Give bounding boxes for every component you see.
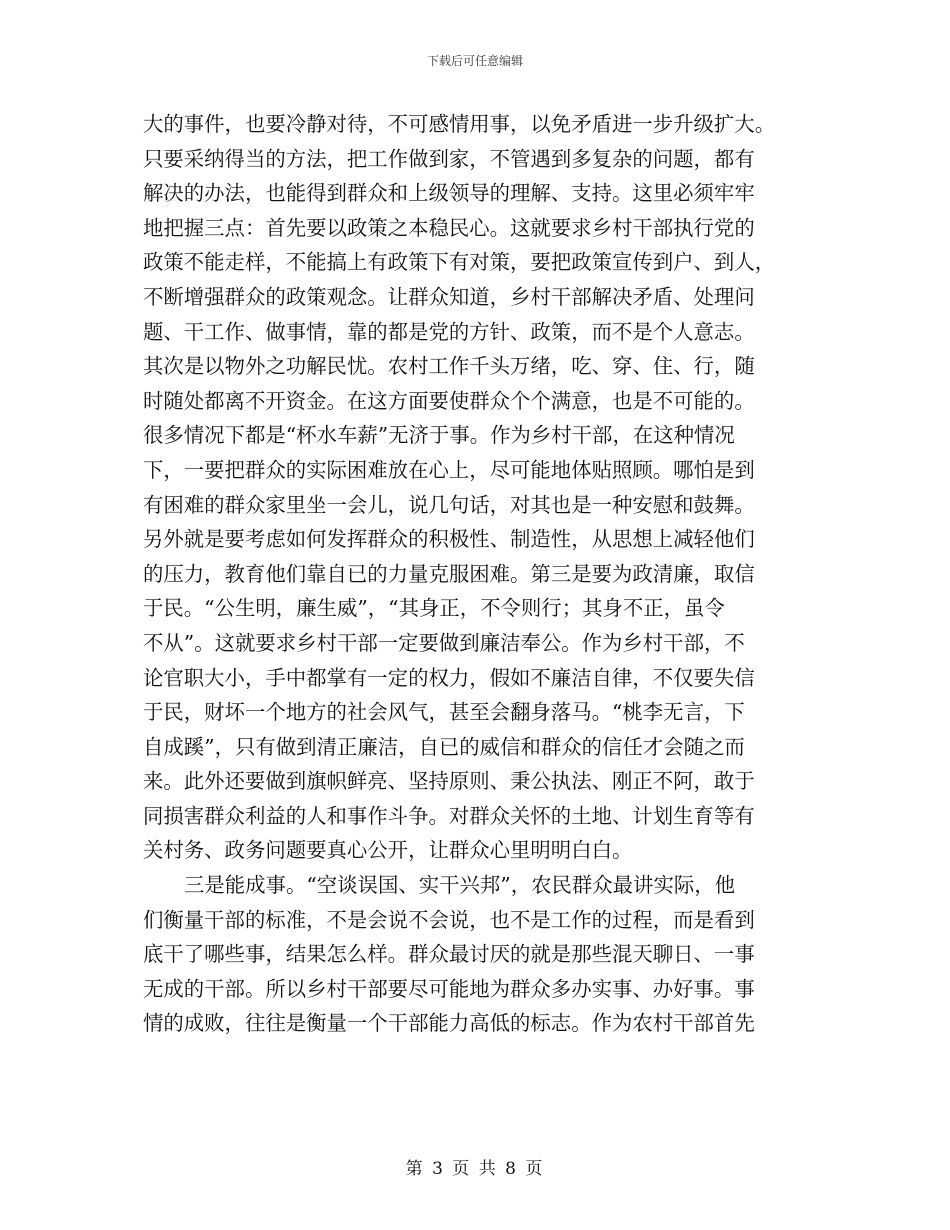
text-line: 很多情况下都是“杯水车薪”无济于事。作为乡村干部，在这种情况 [143, 423, 735, 448]
text-line: 不断增强群众的政策观念。让群众知道，乡村干部解决矛盾、处理问 [143, 284, 755, 309]
page-header: 下载后可任意编辑 [426, 54, 523, 68]
text-line: 同损害群众利益的人和事作斗争。对群众关怀的土地、计划生育等有 [143, 803, 755, 828]
document-body [143, 107, 811, 1041]
page-footer: 第 3 页 共 8 页 [405, 1159, 545, 1179]
text-line: 关村务、政务问题要真心公开，让群众心里明明白白。 [143, 838, 633, 863]
text-line: 于民。“公生明，廉生威”，“其身正，不令则行；其身不正，虽令 [143, 596, 725, 621]
text-line: 底干了哪些事，结果怎么样。群众最讨厌的就是那些混天聊日、一事 [143, 942, 755, 967]
text-line: 有困难的群众家里坐一会儿，说几句话，对其也是一种安慰和鼓舞。 [143, 492, 755, 517]
text-line: 政策不能走样，不能搞上有政策下有对策，要把政策宣传到户、到人， [143, 250, 776, 275]
text-line: 其次是以物外之功解民忧。农村工作千头万绪，吃、穿、住、行，随 [143, 354, 755, 379]
text-line: 解决的办法，也能得到群众和上级领导的理解、支持。这里必须牢牢 [143, 181, 755, 206]
text-line: 下，一要把群众的实际困难放在心上，尽可能地体贴照顾。哪怕是到 [143, 457, 755, 482]
text-line: 时随处都离不开资金。在这方面要使群众个个满意，也是不可能的。 [143, 388, 755, 413]
text-line: 们衡量干部的标准，不是会说不会说，也不是工作的过程，而是看到 [143, 907, 755, 932]
text-line: 的压力，教育他们靠自已的力量克服困难。第三是要为政清廉，取信 [143, 561, 755, 586]
text-line: 来。此外还要做到旗帜鲜亮、坚持原则、秉公执法、刚正不阿，敢于 [143, 769, 755, 794]
text-line: 于民，财坏一个地方的社会风气，甚至会翻身落马。“桃李无言，下 [143, 700, 745, 725]
text-line: 无成的干部。所以乡村干部要尽可能地为群众多办实事、办好事。事 [143, 976, 755, 1001]
text-line: 题、干工作、做事情，靠的都是党的方针、政策，而不是个人意志。 [143, 319, 755, 344]
text-line: 论官职大小，手中都掌有一定的权力，假如不廉洁自律，不仅要失信 [143, 665, 755, 690]
text-line: 不从”。这就要求乡村干部一定要做到廉洁奉公。作为乡村干部，不 [143, 630, 745, 655]
text-line: 地把握三点：首先要以政策之本稳民心。这就要求乡村干部执行党的 [143, 215, 755, 240]
text-line: 只要采纳得当的方法，把工作做到家，不管遇到多复杂的问题，都有 [143, 146, 755, 171]
text-line: 另外就是要考虑如何发挥群众的积极性、制造性，从思想上减轻他们 [143, 527, 755, 552]
text-line: 自成蹊”，只有做到清正廉洁，自已的威信和群众的信任才会随之而 [143, 734, 745, 759]
text-line: 大的事件，也要冷静对待，不可感情用事，以免矛盾进一步升级扩大。 [143, 112, 776, 136]
paragraph-first-line: 三是能成事。“空谈误国、实干兴邦”，农民群众最讲实际，他 [184, 873, 736, 898]
text-line: 情的成败，往往是衡量一个干部能力高低的标志。作为农村干部首先 [143, 1011, 755, 1036]
